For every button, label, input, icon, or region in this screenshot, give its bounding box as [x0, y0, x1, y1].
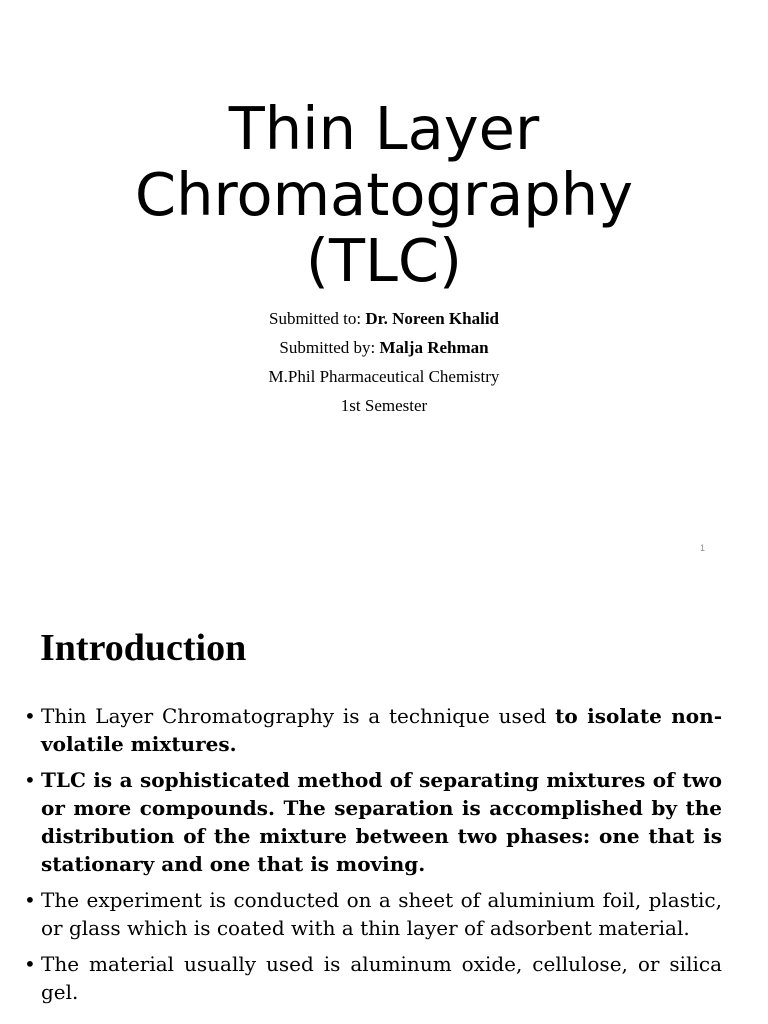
bullet-text: The experiment is conducted on a sheet of aluminium foil, plastic, or glass which is coated with a thin layer of adsorbent material. — [41, 888, 722, 940]
title-line-2: Chromatography — [134, 160, 634, 229]
bullet-item — [24, 702, 722, 758]
submitted-by-label: Submitted by: — [279, 338, 380, 357]
bullet-bold-text: to isolate non-volatile mixtures. — [41, 704, 722, 756]
introduction-slide — [0, 576, 768, 1024]
bullet-dot-icon: • — [24, 952, 36, 976]
bullet-item — [24, 766, 722, 878]
bullet-list — [24, 702, 722, 1014]
submitted-to-label: Submitted to: — [269, 309, 366, 328]
subtitle-block — [0, 304, 768, 420]
bullet-bold-text: TLC is a sophisticated method of separating mixtures of two or more compounds. The separation is accomplished by the distribution of the mixture between two phases: one that is stationary and one that is moving. — [41, 768, 722, 876]
submitted-to-name: Dr. Noreen Khalid — [365, 309, 499, 328]
program-line: M.Phil Pharmaceutical Chemistry — [268, 367, 500, 386]
slide-heading: Introduction — [40, 627, 247, 669]
bullet-dot-icon: • — [24, 888, 36, 912]
title-line-1: Thin Layer — [228, 94, 540, 163]
bullet-dot-icon: • — [24, 704, 36, 728]
semester-line: 1st Semester — [340, 396, 428, 415]
page-number: 1 — [700, 543, 706, 553]
bullet-item — [24, 886, 722, 942]
submitted-by-line — [0, 333, 768, 362]
slide-title — [0, 96, 768, 294]
bullet-text: Thin Layer Chromatography is a technique used — [41, 704, 556, 728]
title-line-3: (TLC) — [305, 226, 463, 295]
bullet-dot-icon: • — [24, 768, 36, 792]
bullet-item — [24, 950, 722, 1006]
submitted-by-name: Malja Rehman — [379, 338, 489, 357]
bullet-text: The material usually used is aluminum oxide, cellulose, or silica gel. — [41, 952, 722, 1004]
submitted-to-line — [0, 304, 768, 333]
